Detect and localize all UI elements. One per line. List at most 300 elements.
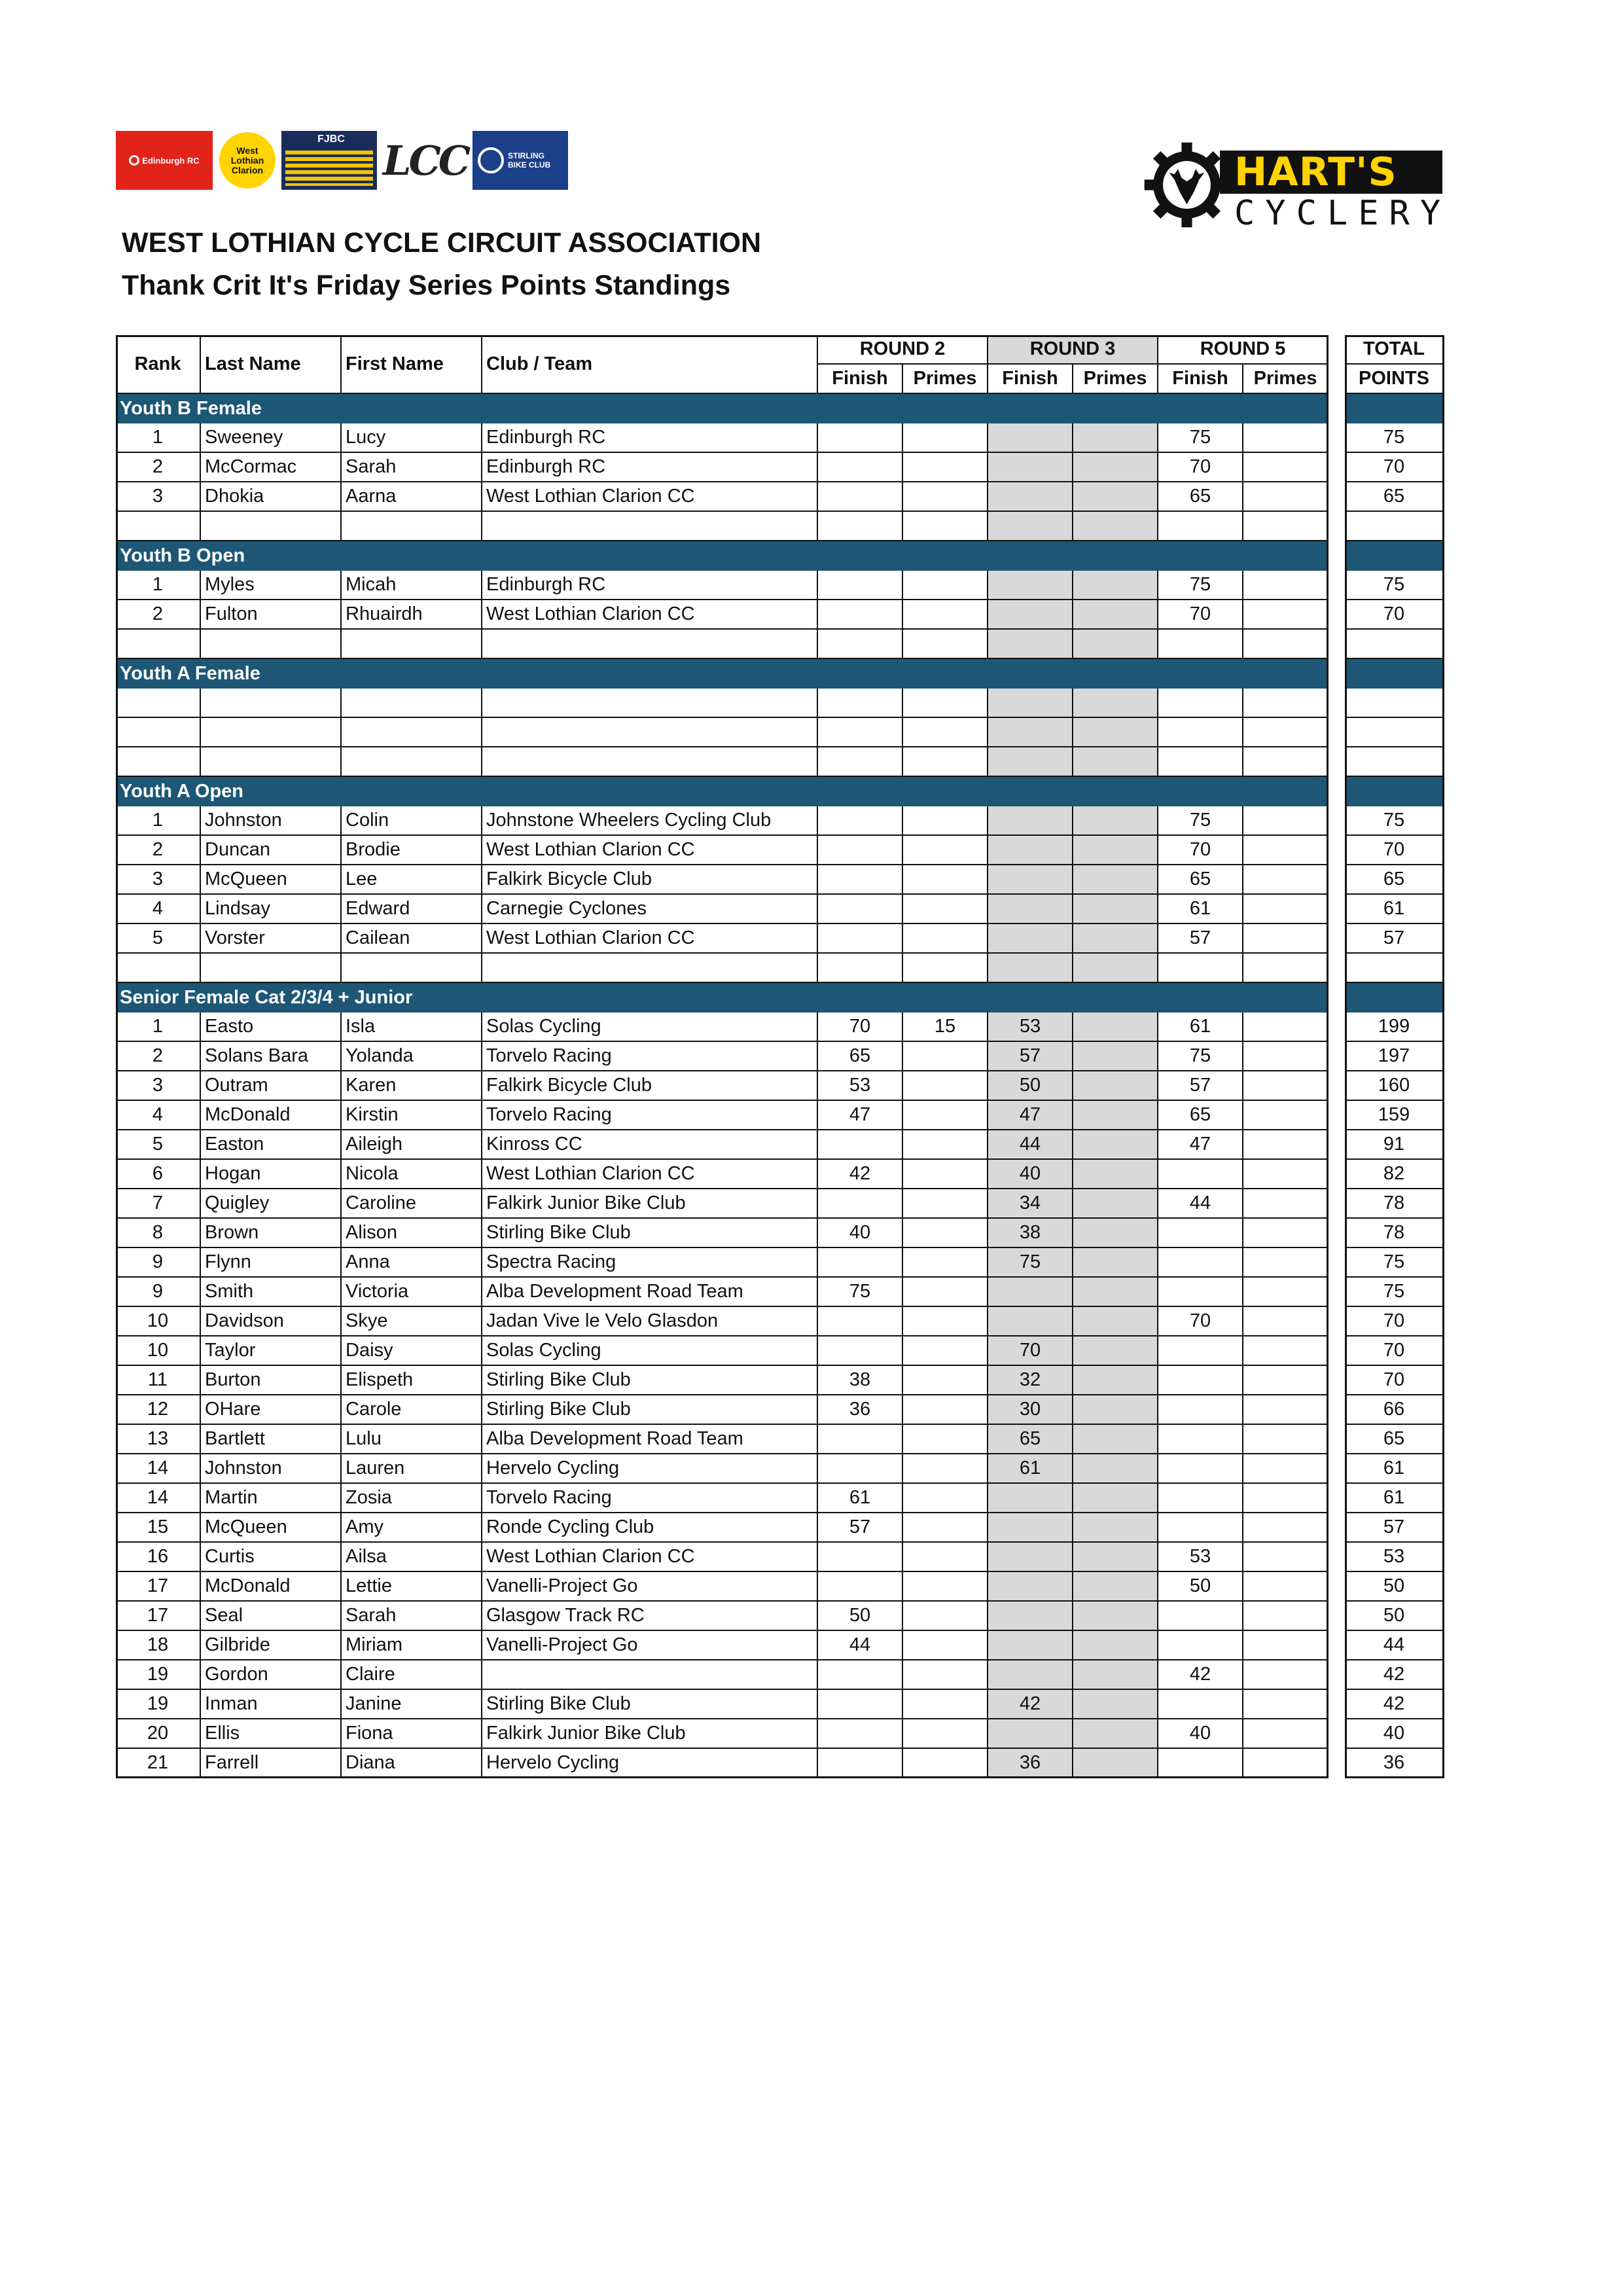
round5-finish-cell: 57 [1158,1071,1243,1101]
first-name-cell: Caroline [342,1189,482,1219]
round5-finish-cell: 70 [1158,600,1243,630]
empty-cell [1345,718,1444,747]
rank-cell: 10 [116,1336,201,1366]
round5-primes-cell [1243,1042,1329,1071]
round2-finish-cell: 75 [818,1278,903,1307]
empty-cell [1243,747,1329,777]
total-points-cell: 70 [1345,1336,1444,1366]
club-cell: Solas Cycling [482,1336,818,1366]
club-cell: Torvelo Racing [482,1484,818,1513]
last-name-cell: Outram [201,1071,342,1101]
empty-cell [116,718,201,747]
edinburgh-rc-logo-text: Edinburgh RC [142,155,200,166]
total-points-cell: 197 [1345,1042,1444,1071]
last-name-cell: Davidson [201,1307,342,1336]
rank-cell: 17 [116,1602,201,1631]
club-cell [482,1660,818,1690]
first-name-cell: Yolanda [342,1042,482,1071]
round3-finish-cell [988,1631,1073,1660]
header-first-name: First Name [342,335,482,394]
total-points-cell: 78 [1345,1189,1444,1219]
empty-cell [116,689,201,718]
first-name-cell: Micah [342,571,482,600]
rank-cell: 20 [116,1719,201,1749]
header-finish: Finish [1158,365,1243,394]
round5-primes-cell [1243,1278,1329,1307]
round5-primes-cell [1243,1307,1329,1336]
club-cell: Alba Development Road Team [482,1278,818,1307]
total-points-cell: 40 [1345,1719,1444,1749]
rank-cell: 11 [116,1366,201,1395]
first-name-cell: Sarah [342,453,482,482]
last-name-cell: Fulton [201,600,342,630]
last-name-cell: Inman [201,1690,342,1719]
first-name-cell: Isla [342,1013,482,1042]
empty-cell [988,512,1073,541]
round2-primes-cell [903,1071,988,1101]
club-cell: Falkirk Junior Bike Club [482,1189,818,1219]
total-points-cell: 70 [1345,453,1444,482]
total-points-cell: 70 [1345,1366,1444,1395]
last-name-cell: Johnston [201,806,342,836]
club-cell: West Lothian Clarion CC [482,836,818,865]
round2-finish-cell [818,1189,903,1219]
round3-primes-cell [1073,1425,1158,1454]
round5-primes-cell [1243,1248,1329,1278]
round3-finish-cell [988,1484,1073,1513]
round2-finish-cell [818,1660,903,1690]
round2-primes-cell [903,1454,988,1484]
round2-primes-cell [903,924,988,954]
empty-cell [818,689,903,718]
rank-cell: 5 [116,924,201,954]
empty-cell [201,689,342,718]
club-cell: West Lothian Clarion CC [482,1160,818,1189]
round5-primes-cell [1243,423,1329,453]
round2-finish-cell: 42 [818,1160,903,1189]
header-primes: Primes [1073,365,1158,394]
round3-primes-cell [1073,1513,1158,1543]
round2-finish-cell [818,865,903,895]
empty-cell [1073,630,1158,659]
round5-primes-cell [1243,571,1329,600]
last-name-cell: Vorster [201,924,342,954]
round5-primes-cell [1243,1749,1329,1778]
empty-cell [903,512,988,541]
round2-primes-cell [903,1101,988,1130]
round3-primes-cell [1073,1454,1158,1484]
round5-finish-cell: 50 [1158,1572,1243,1602]
round3-finish-cell: 44 [988,1130,1073,1160]
first-name-cell: Alison [342,1219,482,1248]
empty-cell [116,630,201,659]
empty-cell [903,718,988,747]
last-name-cell: Martin [201,1484,342,1513]
first-name-cell: Lauren [342,1454,482,1484]
last-name-cell: McQueen [201,1513,342,1543]
first-name-cell: Miriam [342,1631,482,1660]
total-points-cell: 42 [1345,1690,1444,1719]
round5-primes-cell [1243,836,1329,865]
round5-finish-cell: 61 [1158,895,1243,924]
round2-primes-cell [903,1278,988,1307]
round5-primes-cell [1243,895,1329,924]
empty-cell [116,954,201,983]
rank-cell: 1 [116,806,201,836]
empty-cell [1158,512,1243,541]
empty-cell [342,512,482,541]
round5-finish-cell: 75 [1158,806,1243,836]
empty-cell [1345,747,1444,777]
round5-finish-cell [1158,1219,1243,1248]
last-name-cell: Farrell [201,1749,342,1778]
first-name-cell: Rhuairdh [342,600,482,630]
round2-primes-cell [903,1543,988,1572]
empty-cell [201,747,342,777]
round2-finish-cell [818,423,903,453]
round2-finish-cell [818,571,903,600]
empty-cell [116,512,201,541]
round2-primes-cell [903,1513,988,1543]
round5-finish-cell [1158,1631,1243,1660]
empty-cell [482,512,818,541]
section-header: Senior Female Cat 2/3/4 + Junior [116,983,1329,1013]
round5-finish-cell: 75 [1158,423,1243,453]
total-points-cell: 75 [1345,1278,1444,1307]
round2-finish-cell: 57 [818,1513,903,1543]
header-round2: ROUND 2 [818,335,988,365]
round5-finish-cell: 44 [1158,1189,1243,1219]
round3-primes-cell [1073,571,1158,600]
first-name-cell: Edward [342,895,482,924]
first-name-cell: Lee [342,865,482,895]
round5-finish-cell [1158,1749,1243,1778]
round2-finish-cell [818,924,903,954]
harts-sub-text: CYCLERY [1234,194,1452,232]
header-rank: Rank [116,335,201,394]
club-cell: Alba Development Road Team [482,1425,818,1454]
last-name-cell: Lindsay [201,895,342,924]
round2-primes-cell [903,571,988,600]
round3-primes-cell [1073,1013,1158,1042]
round2-finish-cell [818,1454,903,1484]
round3-finish-cell [988,865,1073,895]
round3-finish-cell [988,482,1073,512]
fjbc-stripes [285,151,373,186]
last-name-cell: Brown [201,1219,342,1248]
total-points-cell: 75 [1345,423,1444,453]
round3-finish-cell: 61 [988,1454,1073,1484]
round2-finish-cell [818,482,903,512]
west-lothian-clarion-logo-text: West Lothian Clarion [219,132,276,188]
round3-finish-cell [988,1513,1073,1543]
round2-finish-cell [818,836,903,865]
total-points-cell: 61 [1345,895,1444,924]
round2-finish-cell: 40 [818,1219,903,1248]
total-points-cell: 65 [1345,482,1444,512]
stirling-bike-club-logo-text: STIRLING BIKE CLUB [508,151,551,170]
rank-cell: 14 [116,1484,201,1513]
last-name-cell: Gordon [201,1660,342,1690]
round3-primes-cell [1073,1543,1158,1572]
round3-finish-cell: 40 [988,1160,1073,1189]
round5-primes-cell [1243,1160,1329,1189]
empty-cell [818,747,903,777]
round2-finish-cell: 70 [818,1013,903,1042]
harts-cyclery-logo [1143,137,1457,232]
first-name-cell: Diana [342,1749,482,1778]
round2-primes-cell [903,1425,988,1454]
section-header-total-cell [1345,777,1444,806]
club-cell: Carnegie Cyclones [482,895,818,924]
page-subtitle: Thank Crit It's Friday Series Points Standings [122,270,731,301]
empty-cell [818,954,903,983]
empty-cell [482,689,818,718]
empty-cell [1345,954,1444,983]
round3-finish-cell: 34 [988,1189,1073,1219]
round3-primes-cell [1073,1219,1158,1248]
round2-primes-cell [903,1307,988,1336]
total-points-cell: 65 [1345,865,1444,895]
empty-cell [903,689,988,718]
empty-cell [201,954,342,983]
empty-cell [1345,512,1444,541]
round2-finish-cell: 50 [818,1602,903,1631]
round5-finish-cell: 47 [1158,1130,1243,1160]
last-name-cell: McDonald [201,1572,342,1602]
empty-cell [1243,630,1329,659]
round3-finish-cell: 57 [988,1042,1073,1071]
club-cell: West Lothian Clarion CC [482,482,818,512]
club-cell: Stirling Bike Club [482,1395,818,1425]
club-cell: Hervelo Cycling [482,1749,818,1778]
fjbc-logo-text: FJBC [317,134,345,145]
empty-cell [988,747,1073,777]
last-name-cell: Taylor [201,1336,342,1366]
first-name-cell: Claire [342,1660,482,1690]
round2-finish-cell [818,895,903,924]
bike-wheel-icon [478,147,504,173]
club-cell: Solas Cycling [482,1013,818,1042]
round2-primes-cell [903,865,988,895]
round3-primes-cell [1073,1631,1158,1660]
club-cell: Vanelli-Project Go [482,1572,818,1602]
empty-cell [1073,718,1158,747]
round3-finish-cell [988,1307,1073,1336]
round2-primes-cell [903,1719,988,1749]
round3-finish-cell: 53 [988,1013,1073,1042]
round3-finish-cell [988,1278,1073,1307]
round5-primes-cell [1243,482,1329,512]
last-name-cell: Sweeney [201,423,342,453]
round5-finish-cell [1158,1336,1243,1366]
round5-finish-cell: 75 [1158,1042,1243,1071]
last-name-cell: Solans Bara [201,1042,342,1071]
round5-finish-cell [1158,1513,1243,1543]
round3-primes-cell [1073,1395,1158,1425]
empty-cell [201,630,342,659]
rank-cell: 17 [116,1572,201,1602]
round5-primes-cell [1243,600,1329,630]
total-points-cell: 91 [1345,1130,1444,1160]
first-name-cell: Aarna [342,482,482,512]
rank-cell: 2 [116,836,201,865]
total-points-cell: 65 [1345,1425,1444,1454]
section-header: Youth A Open [116,777,1329,806]
club-cell: Torvelo Racing [482,1042,818,1071]
round5-finish-cell: 40 [1158,1719,1243,1749]
empty-cell [201,512,342,541]
round3-primes-cell [1073,1307,1158,1336]
rank-cell: 18 [116,1631,201,1660]
last-name-cell: Gilbride [201,1631,342,1660]
total-points-cell: 75 [1345,806,1444,836]
round5-finish-cell: 65 [1158,482,1243,512]
rank-cell: 4 [116,1101,201,1130]
rank-cell: 6 [116,1160,201,1189]
rank-cell: 19 [116,1690,201,1719]
round2-primes-cell [903,836,988,865]
round5-finish-cell [1158,1425,1243,1454]
rank-cell: 19 [116,1660,201,1690]
round2-primes-cell [903,1130,988,1160]
club-cell: Spectra Racing [482,1248,818,1278]
empty-cell [1158,630,1243,659]
first-name-cell: Karen [342,1071,482,1101]
round3-finish-cell: 75 [988,1248,1073,1278]
round5-finish-cell: 70 [1158,1307,1243,1336]
first-name-cell: Skye [342,1307,482,1336]
round5-primes-cell [1243,1690,1329,1719]
header-round3: ROUND 3 [988,335,1158,365]
round3-finish-cell [988,895,1073,924]
round2-finish-cell [818,1690,903,1719]
round3-primes-cell [1073,1071,1158,1101]
empty-cell [342,689,482,718]
first-name-cell: Aileigh [342,1130,482,1160]
round3-finish-cell [988,806,1073,836]
last-name-cell: Bartlett [201,1425,342,1454]
header-club: Club / Team [482,335,818,394]
round5-finish-cell: 70 [1158,836,1243,865]
round2-finish-cell [818,806,903,836]
rank-cell: 1 [116,1013,201,1042]
round5-primes-cell [1243,1071,1329,1101]
round5-finish-cell: 57 [1158,924,1243,954]
club-cell: Jadan Vive le Velo Glasdon [482,1307,818,1336]
round3-primes-cell [1073,453,1158,482]
rank-cell: 10 [116,1307,201,1336]
round3-primes-cell [1073,806,1158,836]
fjbc-logo [281,131,377,190]
empty-cell [1243,718,1329,747]
round5-primes-cell [1243,1513,1329,1543]
round5-finish-cell: 53 [1158,1543,1243,1572]
club-cell: Falkirk Junior Bike Club [482,1719,818,1749]
empty-cell [1073,747,1158,777]
round2-finish-cell [818,1425,903,1454]
round3-finish-cell [988,1719,1073,1749]
rank-cell: 14 [116,1454,201,1484]
rank-cell: 13 [116,1425,201,1454]
round3-finish-cell: 70 [988,1336,1073,1366]
rank-cell: 21 [116,1749,201,1778]
rank-cell: 1 [116,571,201,600]
first-name-cell: Nicola [342,1160,482,1189]
round2-primes-cell [903,600,988,630]
total-points-cell: 199 [1345,1013,1444,1042]
round2-finish-cell [818,453,903,482]
empty-cell [903,630,988,659]
round5-primes-cell [1243,806,1329,836]
round2-finish-cell [818,1130,903,1160]
club-cell: Torvelo Racing [482,1101,818,1130]
round3-primes-cell [1073,1484,1158,1513]
club-cell: Ronde Cycling Club [482,1513,818,1543]
round3-primes-cell [1073,895,1158,924]
lcc-logo: LCC [382,136,469,185]
rank-cell: 9 [116,1278,201,1307]
round5-finish-cell: 65 [1158,1101,1243,1130]
round3-finish-cell [988,1660,1073,1690]
round5-finish-cell [1158,1690,1243,1719]
last-name-cell: McDonald [201,1101,342,1130]
empty-cell [988,954,1073,983]
round3-finish-cell: 32 [988,1366,1073,1395]
round3-primes-cell [1073,1660,1158,1690]
round3-primes-cell [1073,1130,1158,1160]
west-lothian-clarion-logo [216,131,279,190]
total-points-cell: 78 [1345,1219,1444,1248]
round5-finish-cell [1158,1602,1243,1631]
first-name-cell: Lucy [342,423,482,453]
round2-finish-cell: 44 [818,1631,903,1660]
round3-primes-cell [1073,482,1158,512]
last-name-cell: McQueen [201,865,342,895]
round2-primes-cell [903,482,988,512]
empty-cell [818,718,903,747]
round5-primes-cell [1243,453,1329,482]
empty-cell [342,747,482,777]
round5-primes-cell [1243,1130,1329,1160]
empty-cell [1345,689,1444,718]
round5-primes-cell [1243,1543,1329,1572]
round3-primes-cell [1073,1248,1158,1278]
last-name-cell: Seal [201,1602,342,1631]
page-title: WEST LOTHIAN CYCLE CIRCUIT ASSOCIATION [122,227,762,259]
first-name-cell: Fiona [342,1719,482,1749]
last-name-cell: Easto [201,1013,342,1042]
round5-primes-cell [1243,924,1329,954]
round2-finish-cell [818,1307,903,1336]
round3-finish-cell [988,1543,1073,1572]
last-name-cell: Myles [201,571,342,600]
round2-primes-cell [903,1602,988,1631]
round3-primes-cell [1073,1602,1158,1631]
round3-finish-cell [988,836,1073,865]
rank-cell: 9 [116,1248,201,1278]
header-finish: Finish [988,365,1073,394]
round3-finish-cell [988,600,1073,630]
last-name-cell: Duncan [201,836,342,865]
round3-finish-cell: 42 [988,1690,1073,1719]
round2-primes-cell [903,453,988,482]
round2-primes-cell [903,1336,988,1366]
club-cell: West Lothian Clarion CC [482,1543,818,1572]
round2-finish-cell [818,1543,903,1572]
header-round5: ROUND 5 [1158,335,1329,365]
rank-cell: 7 [116,1189,201,1219]
